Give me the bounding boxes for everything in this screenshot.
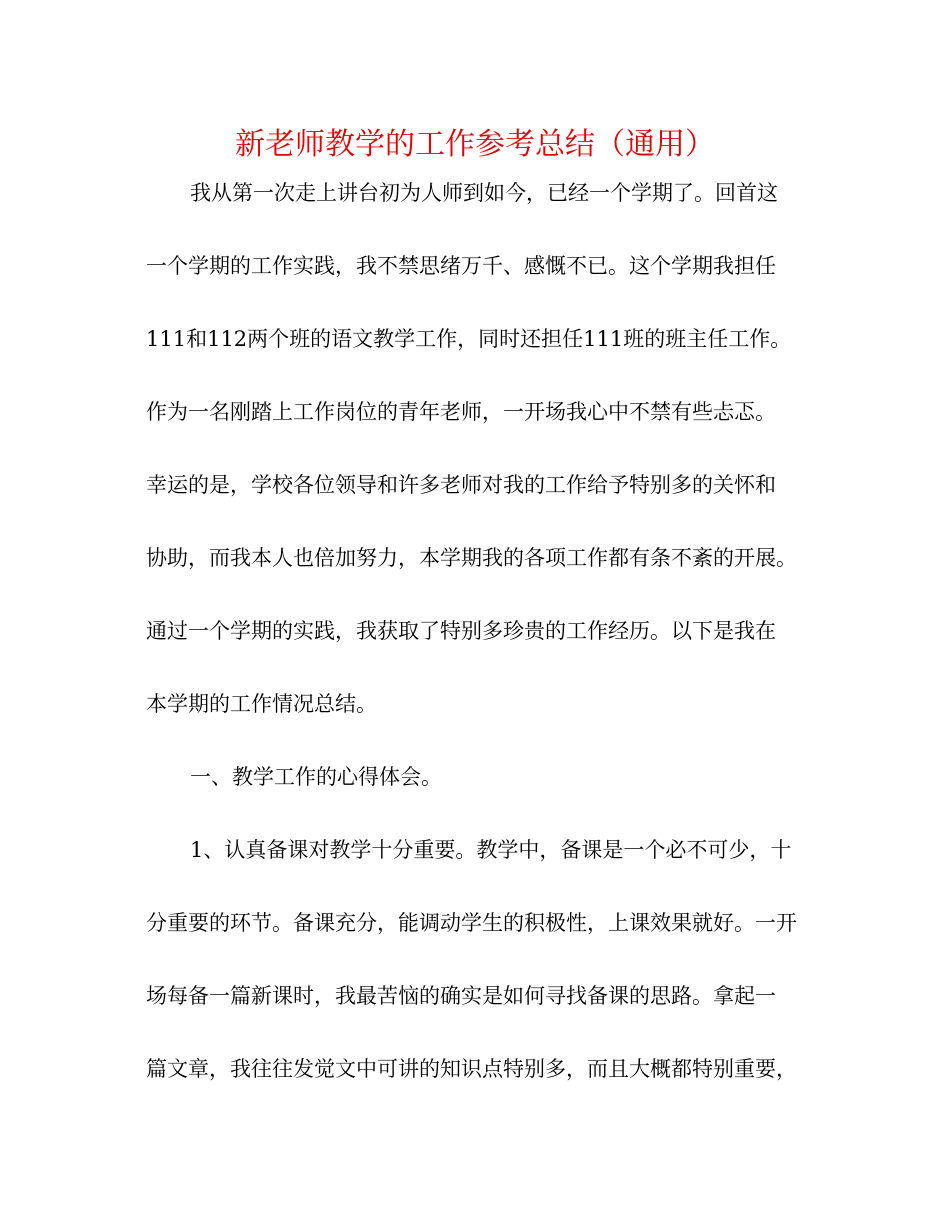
body-line: 111和112两个班的语文教学工作，同时还担任111班的班主任工作。 [146,327,792,351]
body-line: 分重要的环节。备课充分，能调动学生的积极性，上课效果就好。一开 [146,911,797,935]
document-title: 新老师教学的工作参考总结（通用） [235,127,715,162]
body-line: 一个学期的工作实践，我不禁思绪万千、感慨不已。这个学期我担任 [146,254,776,278]
body-line: 通过一个学期的实践，我获取了特别多珍贵的工作经历。以下是我在 [146,619,776,643]
body-line: 作为一名刚踏上工作岗位的青年老师，一开场我心中不禁有些忐忑。 [146,400,776,424]
body-line: 篇文章，我往往发觉文中可讲的知识点特别多，而且大概都特别重要， [146,1057,797,1081]
body-line: 我从第一次走上讲台初为人师到如今，已经一个学期了。回首这 [190,181,778,205]
body-line: 协助，而我本人也倍加努力，本学期我的各项工作都有条不紊的开展。 [146,546,797,570]
body-line: 1、认真备课对教学十分重要。教学中，备课是一个必不可少，十 [190,838,792,862]
section-heading: 一、教学工作的心得体会。 [190,765,442,789]
body-line: 本学期的工作情况总结。 [146,692,377,716]
body-line: 幸运的是，学校各位领导和许多老师对我的工作给予特别多的关怀和 [146,473,776,497]
body-line: 场每备一篇新课时，我最苦恼的确实是如何寻找备课的思路。拿起一 [146,984,776,1008]
